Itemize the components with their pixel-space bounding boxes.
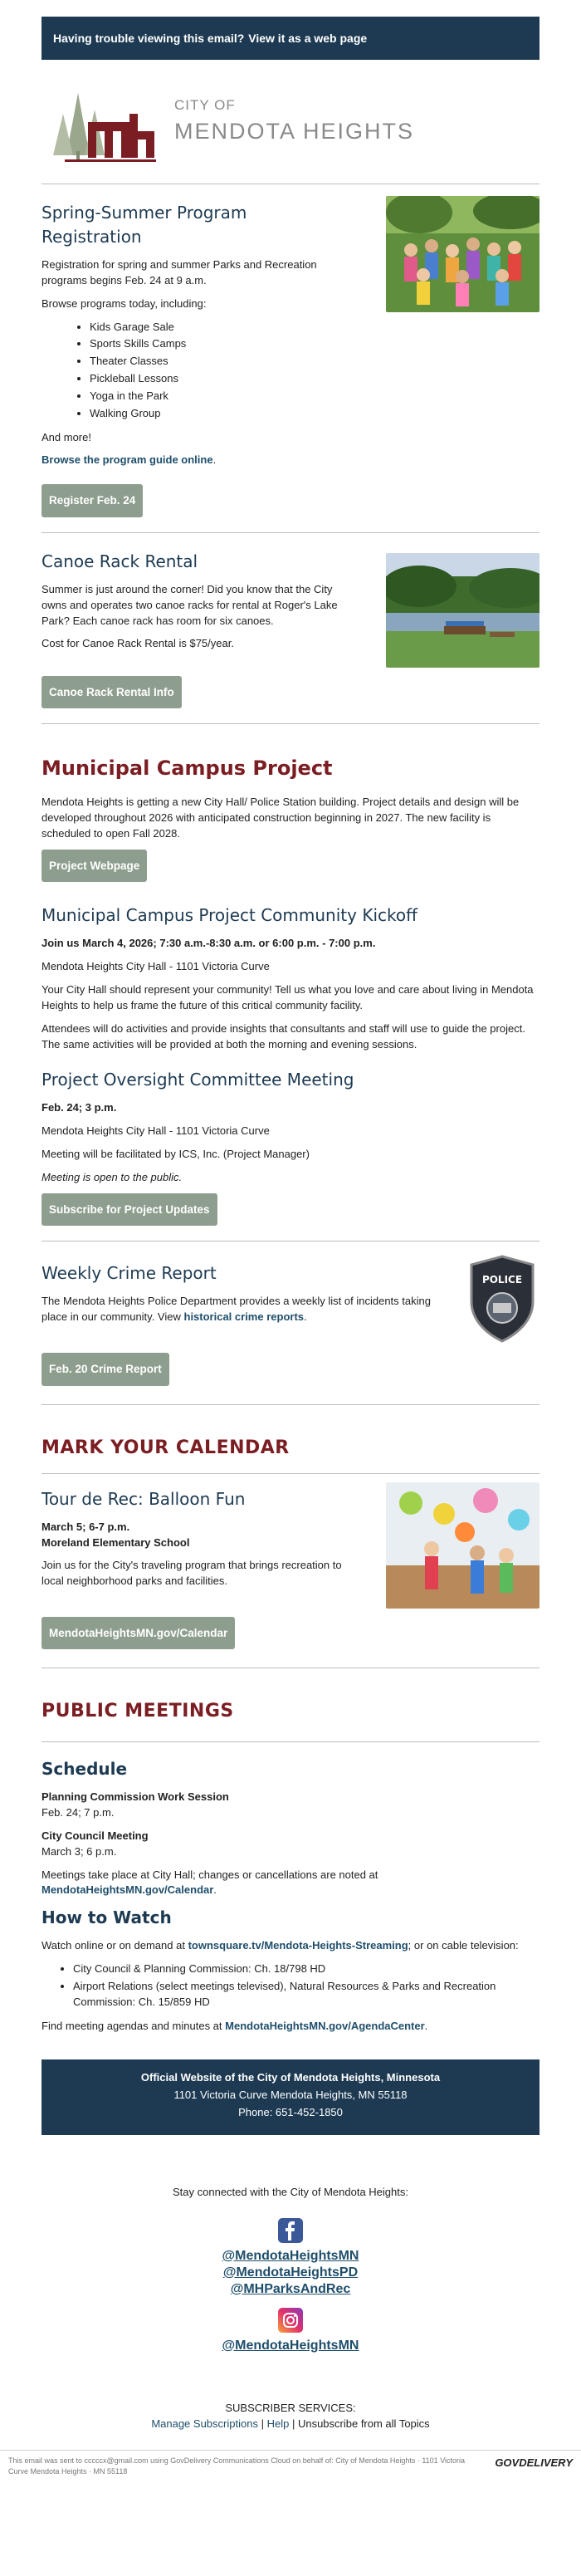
oversight-title: Project Oversight Committee Meeting xyxy=(42,1070,354,1090)
list-item: • Sports Skills Camps xyxy=(90,336,540,352)
public-meetings-section xyxy=(42,1668,540,2056)
instagram-icon[interactable] xyxy=(278,2308,303,2333)
kickoff-p2: Attendees will do activities and provide insights that consultants and staff will use to guide the project. The same activities will be provided at both the morning and evening sessions. xyxy=(42,1021,525,1050)
and-more-text: And more! xyxy=(42,430,91,443)
facebook-handle-pd[interactable]: @MendotaHeightsPD xyxy=(222,2265,359,2280)
cable-channel-list xyxy=(73,1961,540,2010)
calendar-section xyxy=(42,1405,540,1668)
meeting-1-when: Feb. 24; 7 p.m. xyxy=(42,1806,115,1819)
list-item: • City Council & Planning Commission: Ch. 18/798 HD xyxy=(73,1961,540,1977)
subscribe-updates-button[interactable]: Subscribe for Project Updates xyxy=(42,1193,217,1227)
tour-de-rec-where: Moreland Elementary School xyxy=(42,1535,190,1549)
manage-subscriptions-link[interactable]: Manage Subscriptions xyxy=(151,2417,258,2430)
city-of-label: CITY OF xyxy=(174,96,236,113)
spring-summer-browse: Browse programs today, including: xyxy=(42,296,207,310)
list-item: • Pickleball Lessons xyxy=(90,371,540,387)
meeting-2-name: City Council Meeting xyxy=(42,1829,149,1842)
canoe-description: Summer is just around the corner! Did you know that the City owns and operates two canoe racks for rental at Roger's Lake Park? Each canoe rack has room for six canoes. xyxy=(42,582,338,627)
campus-section xyxy=(42,724,540,885)
agenda-center-link[interactable]: MendotaHeightsMN.gov/AgendaCenter xyxy=(225,2019,425,2032)
footer-address: 1101 Victoria Curve Mendota Heights, MN 55118 xyxy=(173,2089,408,2102)
subscriber-services-title: SUBSCRIBER SERVICES: xyxy=(225,2401,356,2414)
crime-text: The Mendota Heights Police Department provides a weekly list of incidents taking place in our community. View xyxy=(42,1295,431,1324)
web-view-text: Having trouble viewing this email? xyxy=(53,31,245,45)
spring-summer-title: Spring-Summer Program Registration xyxy=(42,203,247,247)
instagram-handle-city[interactable]: @MendotaHeightsMN xyxy=(222,2338,359,2353)
list-item: • Kids Garage Sale xyxy=(90,320,540,335)
crime-section xyxy=(42,1241,540,1405)
meeting-note-text: Meetings take place at City Hall; changes or cancellations are noted at xyxy=(42,1868,378,1881)
crime-history-link[interactable]: historical crime reports xyxy=(183,1310,304,1324)
canoe-section xyxy=(42,533,540,725)
crime-description: The Mendota Heights Police Department provides a weekly list of incidents taking place in our community. View historical crime reports. xyxy=(42,1295,431,1324)
facebook-icon[interactable] xyxy=(278,2218,303,2243)
list-item: • Walking Group xyxy=(90,406,540,422)
kickoff-title: Municipal Campus Project Community Kickoff xyxy=(42,905,417,926)
canoe-title: Canoe Rack Rental xyxy=(42,551,198,571)
subscriber-services: SUBSCRIBER SERVICES: Manage Subscriptions | Help | Unsubscribe from all Topics xyxy=(42,2401,540,2432)
calendar-link[interactable]: MendotaHeightsMN.gov/Calendar xyxy=(42,1883,214,1897)
watch-text-2: ; or on cable television: xyxy=(408,1939,519,1952)
web-view-link[interactable]: View it as a web page xyxy=(248,31,368,45)
canoe-info-button[interactable]: Canoe Rack Rental Info xyxy=(42,676,182,709)
police-badge xyxy=(465,1253,540,1344)
govdelivery-logo[interactable]: GOVDELIVERY xyxy=(495,2456,573,2470)
meeting-1-name: Planning Commission Work Session xyxy=(42,1790,229,1804)
crime-report-button[interactable]: Feb. 20 Crime Report xyxy=(42,1353,169,1386)
kickoff-section xyxy=(42,885,540,1063)
city-logo[interactable] xyxy=(42,60,540,184)
official-website-link[interactable]: Official Website of the City of Mendota Heights, Minnesota xyxy=(140,2071,441,2084)
oversight-where: Mendota Heights City Hall - 1101 Victoria Curve xyxy=(42,1124,270,1138)
email-container xyxy=(42,17,540,2432)
streaming-link[interactable]: townsquare.tv/Mendota-Heights-Streaming xyxy=(188,1939,408,1952)
how-to-watch-title: How to Watch xyxy=(42,1908,172,1928)
balloon-photo xyxy=(386,1482,540,1609)
campus-title: Municipal Campus Project xyxy=(42,757,333,781)
web-view-bar xyxy=(42,17,540,60)
project-webpage-button[interactable]: Project Webpage xyxy=(42,850,147,883)
city-name xyxy=(174,95,414,149)
help-link[interactable]: Help xyxy=(266,2417,290,2430)
city-footer xyxy=(42,2059,540,2134)
crime-title: Weekly Crime Report xyxy=(42,1263,217,1284)
list-item: • Yoga in the Park xyxy=(90,389,540,404)
meeting-location-note: Meetings take place at City Hall; changes or cancellations are noted at MendotaHeightsMN.gov/Calendar. xyxy=(42,1868,378,1897)
footer-phone: Phone: 651-452-1850 xyxy=(238,2106,343,2119)
social-section xyxy=(42,2135,540,2354)
register-button[interactable]: Register Feb. 24 xyxy=(42,484,143,517)
oversight-section xyxy=(42,1068,540,1241)
program-guide-link[interactable]: Browse the program guide online xyxy=(42,453,213,467)
agenda-text: Find meeting agendas and minutes at xyxy=(42,2019,222,2032)
list-item: • Theater Classes xyxy=(90,354,540,370)
tour-de-rec-title: Tour de Rec: Balloon Fun xyxy=(42,1488,246,1509)
city-logo-mark xyxy=(48,76,164,168)
list-item: • Airport Relations (select meetings televised), Natural Resources & Parks and Recreation Commission: Ch. 15/859 HD xyxy=(73,1979,540,2010)
sender-footer xyxy=(0,2450,581,2477)
facebook-handle-city[interactable]: @MendotaHeightsMN xyxy=(222,2248,359,2263)
calendar-button[interactable]: MendotaHeightsMN.gov/Calendar xyxy=(42,1617,235,1650)
facebook-handle-parks[interactable]: @MHParksAndRec xyxy=(230,2281,351,2296)
watch-text: Watch online or on demand at xyxy=(42,1939,185,1952)
calendar-heading: MARK YOUR CALENDAR xyxy=(42,1437,290,1458)
watch-description xyxy=(42,1938,540,1954)
unsubscribe-link[interactable]: Unsubscribe from all Topics xyxy=(297,2417,430,2430)
tour-de-rec-when: March 5; 6-7 p.m. xyxy=(42,1520,130,1533)
oversight-public-note: Meeting is open to the public. xyxy=(42,1170,183,1183)
spring-summer-section: Spring-Summer Program Registration Registration for spring and summer Parks and Recreation programs begins Feb. 24 at 9 a.m. Browse programs today, including: • Kids Garage Sale • Sports Skills Camps • Theater Classes • Pickleball Lessons • Yoga in the Park • Walking Group And more! Browse the program guide online. Register Feb. 24 xyxy=(42,184,540,533)
police-badge-text: POLICE xyxy=(481,1274,523,1286)
oversight-when: Feb. 24; 3 p.m. xyxy=(42,1101,117,1114)
sender-info: This email was sent to cccccx@gmail.com using GovDelivery Communications Cloud on behalf of: City of Mendota Heights · 1101 Victoria Curve Mendota Heights · MN 55118 xyxy=(8,2456,466,2476)
schedule-title: Schedule xyxy=(42,1759,128,1780)
agenda-description: Find meeting agendas and minutes at MendotaHeightsMN.gov/AgendaCenter. xyxy=(42,2019,428,2032)
canoe-cost: Cost for Canoe Rack Rental is $75/year. xyxy=(42,637,234,650)
kickoff-where: Mendota Heights City Hall - 1101 Victoria Curve xyxy=(42,960,270,973)
public-meetings-heading: PUBLIC MEETINGS xyxy=(42,1701,234,1722)
kids-group-photo xyxy=(386,196,540,312)
mendota-heights-label: MENDOTA HEIGHTS xyxy=(174,119,415,144)
campus-description: Mendota Heights is getting a new City Hall/ Police Station building. Project details and design will be developed throughout 2026 with anticipated construction beginning in 2027. The new facility is scheduled to open Fall 2028. xyxy=(42,796,520,840)
social-intro: Stay connected with the City of Mendota Heights: xyxy=(173,2185,408,2198)
kickoff-p1: Your City Hall should represent your community! Tell us what you love and care about living in Mendota Heights to help us frame the future of this critical community facility. xyxy=(42,982,534,1011)
spring-summer-intro: Registration for spring and summer Parks and Recreation programs begins Feb. 24 at 9 a.m. xyxy=(42,258,317,286)
oversight-facilitator: Meeting will be facilitated by ICS, Inc. (Project Manager) xyxy=(42,1148,310,1161)
canoe-rack-photo xyxy=(386,553,540,668)
tour-de-rec-description: Join us for the City's traveling program that brings recreation to local neighborhood parks and facilities. xyxy=(42,1559,342,1588)
kickoff-when: Join us March 4, 2026; 7:30 a.m.-8:30 a.m. or 6:00 p.m. - 7:00 p.m. xyxy=(42,937,376,950)
meeting-2-when: March 3; 6 p.m. xyxy=(42,1844,117,1858)
program-list xyxy=(90,320,540,422)
